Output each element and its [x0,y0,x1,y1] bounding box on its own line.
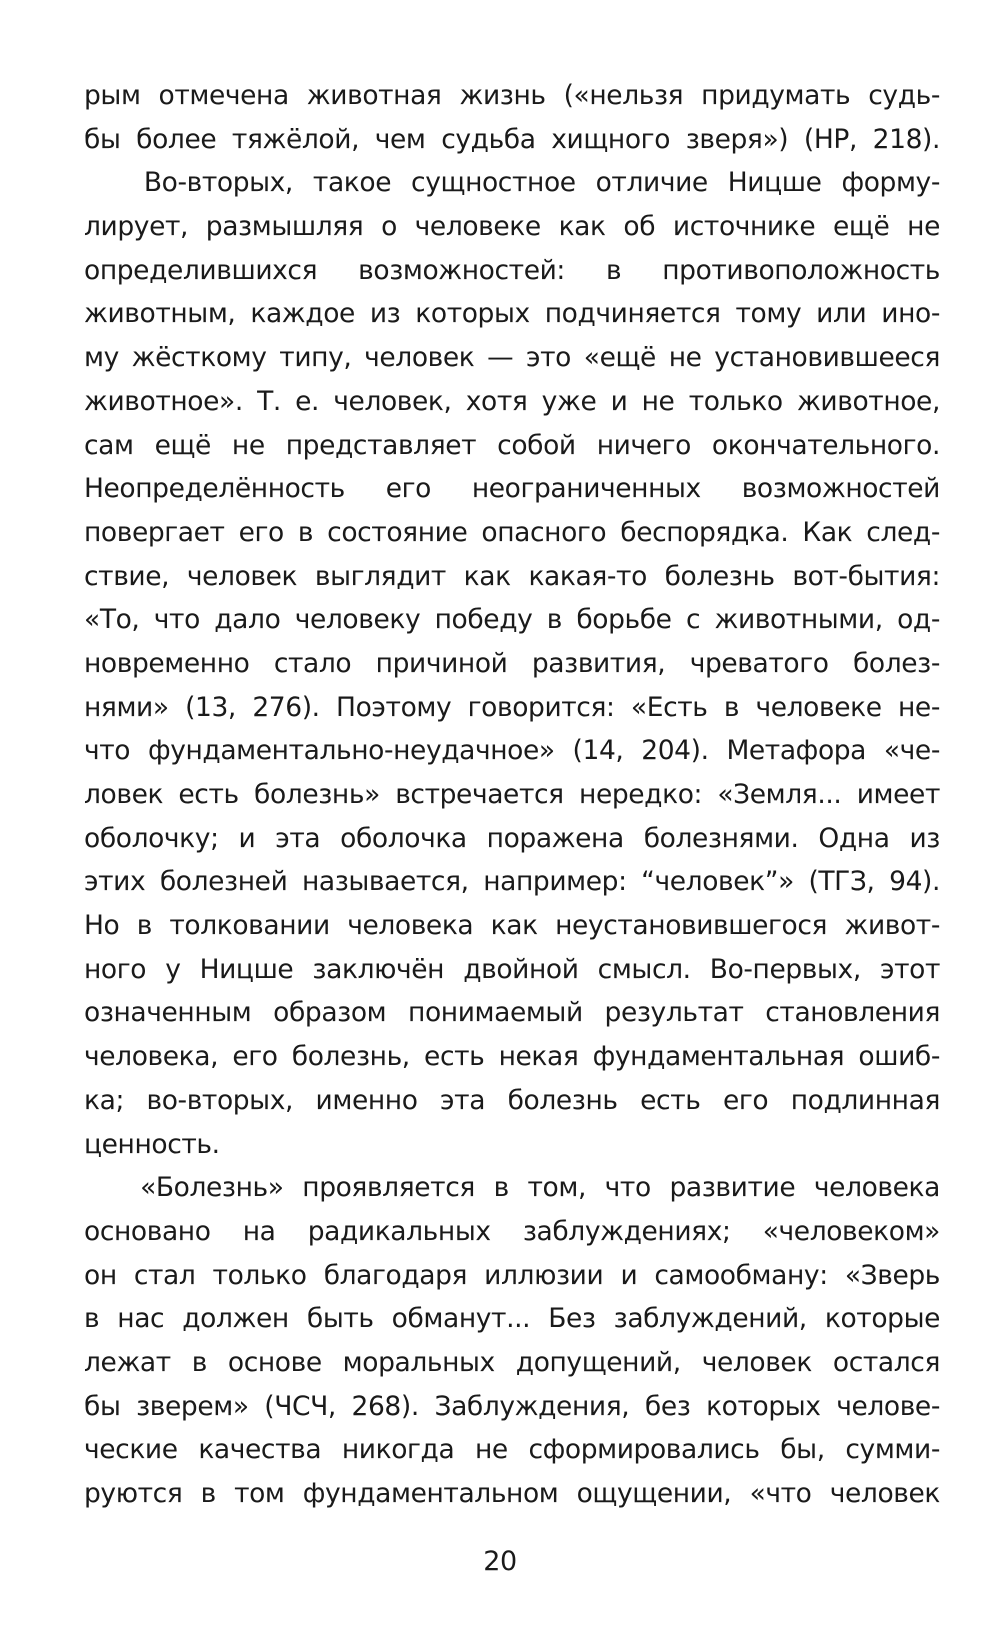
text-line: оболочку; и эта оболочка поражена болезнями. Одна из [84,822,940,854]
text-line: новременно стало причиной развития, чреватого болез- [84,647,940,679]
text-line: в нас должен быть обманут... Без заблуждений, которые [84,1303,940,1335]
text-line: сам ещё не представляет собой ничего окончательного. [84,429,940,461]
body-text [84,74,940,1516]
text-line: ческие качества никогда не сформировались бы, сумми- [84,1434,940,1466]
text-line: «То, что дало человеку победу в борьбе с животными, од- [84,604,940,636]
text-line: основано на радикальных заблуждениях; «человеком» [84,1215,940,1247]
text-line: му жёсткому типу, человек — это «ещё не установившееся [84,342,940,374]
text-line: животным, каждое из которых подчиняется тому или ино- [84,298,940,330]
text-line: ловек есть болезнь» встречается нередко: «Земля... имеет [84,779,940,810]
text-line: Но в толковании человека как неустановившегося живот- [84,910,940,942]
text-line: животное». Т. е. человек, хотя уже и не только животное, [84,385,940,417]
text-line: означенным образом понимаемый результат становления [84,997,940,1029]
text-line: рым отмечена животная жизнь («нельзя придумать судь- [84,80,940,111]
text-line: ствие, человек выглядит как какая-то болезнь вот-бытия: [84,560,940,592]
text-line: нями» (13, 276). Поэтому говорится: «Есть в человеке не- [84,691,940,723]
text-line: бы более тяжёлой, чем судьба хищного зверя») (НР, 218). [84,123,940,155]
text-line: ценность. [84,1128,220,1160]
text-line: ка; во-вторых, именно эта болезнь есть его подлинная [84,1084,940,1116]
text-line: определившихся возможностей: в противоположность [84,254,940,286]
text-line: ного у Ницше заключён двойной смысл. Во-первых, этот [84,953,940,985]
text-line: лирует, размышляя о человеке как об источнике ещё не [84,211,940,243]
text-line: Во-вторых, такое сущностное отличие Ницше форму- [84,167,940,199]
text-line: Неопределённость его неограниченных возможностей [84,473,940,505]
text-line: руются в том фундаментальном ощущении, «что человек [84,1478,940,1509]
text-line: человека, его болезнь, есть некая фундаментальная ошиб- [84,1041,940,1073]
text-line: «Болезнь» проявляется в том, что развитие человека [84,1172,940,1204]
text-line: бы зверем» (ЧСЧ, 268). Заблуждения, без которых челове- [84,1390,940,1422]
page-number: 20 [483,1546,517,1577]
text-line: что фундаментально-неудачное» (14, 204). Метафора «че- [84,735,940,767]
text-line: этих болезней называется, например: “человек”» (ТГЗ, 94). [84,866,940,898]
text-line: он стал только благодаря иллюзии и самообману: «Зверь [84,1259,940,1291]
text-line: повергает его в состояние опасного беспорядка. Как след- [84,516,940,548]
text-line: лежат в основе моральных допущений, человек остался [84,1346,940,1378]
